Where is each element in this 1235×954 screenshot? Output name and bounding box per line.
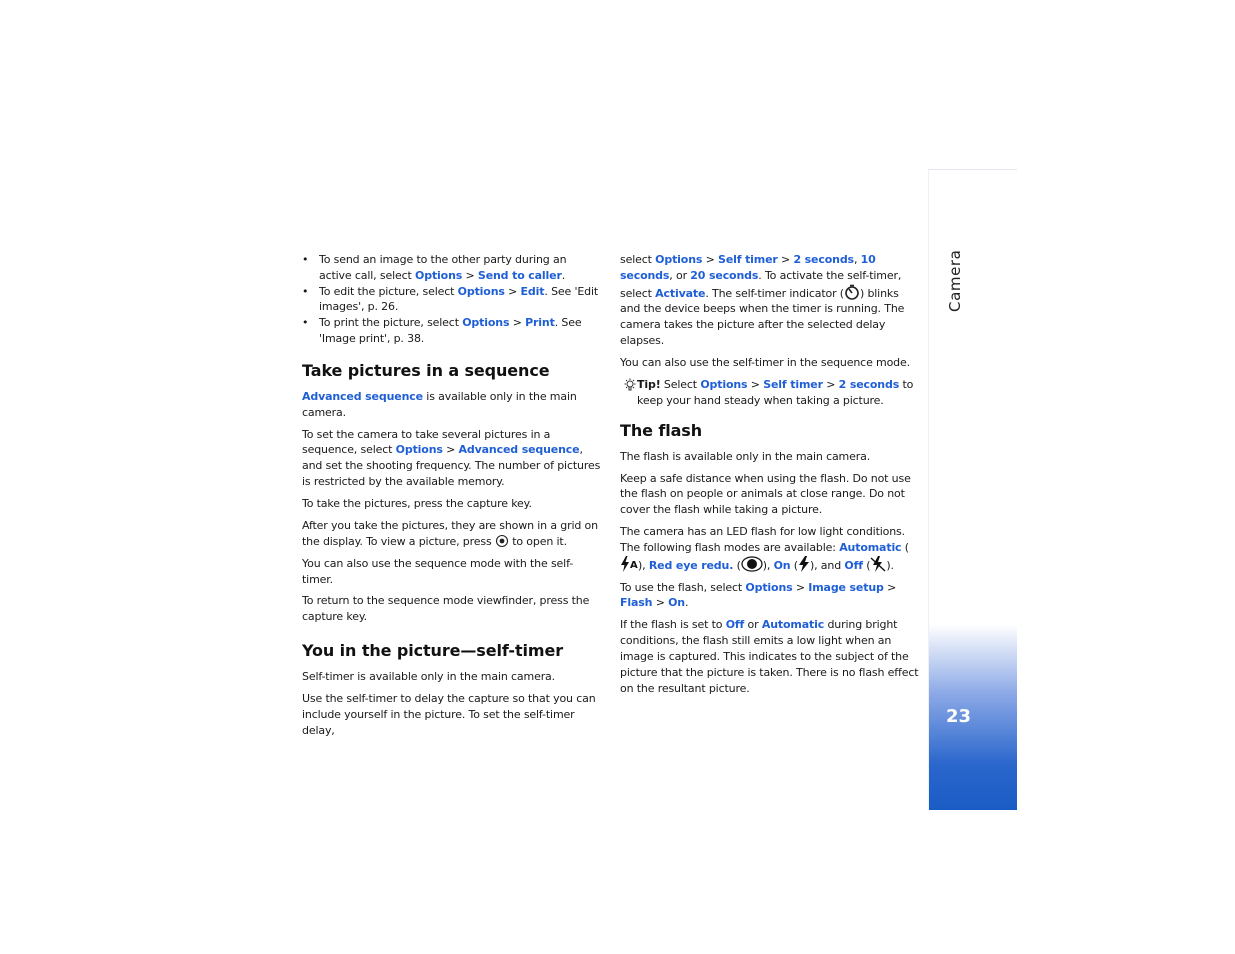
self-timer-icon — [844, 284, 860, 300]
flash-on-icon — [798, 556, 810, 572]
chapter-sidebar — [928, 169, 1017, 810]
menu-options: Options — [457, 284, 505, 298]
paragraph-advanced-sequence: Advanced sequence is available only in the main camera. — [302, 389, 577, 419]
paragraph-view-picture: After you take the pictures, they are shown in a grid on the display. To view a picture, press to open it. — [302, 518, 598, 548]
red-eye-icon — [741, 556, 763, 572]
menu-print: Print — [525, 316, 555, 330]
menu-options: Options — [462, 316, 510, 330]
bullet-edit-picture: • To edit the picture, select Options > Edit. See 'Edit images', p. 26. — [302, 284, 602, 316]
menu-options: Options — [415, 268, 463, 282]
paragraph-flash-modes: The camera has an LED flash for low light conditions. The following flash modes are available: Automatic ( A ), Red eye redu. ( ), On ( ), and Off ( ). — [620, 525, 909, 572]
heading-the-flash: The flash — [620, 420, 702, 440]
menu-send-to-caller: Send to caller — [477, 268, 562, 282]
heading-self-timer: You in the picture—self-timer — [302, 641, 564, 661]
paragraph-self-timer-sequence: You can also use the self-timer in the sequence mode. — [620, 355, 910, 369]
right-column — [620, 252, 919, 703]
paragraph-select-self-timer: select Options > Self timer > 2 seconds, 10 seconds, or 20 seconds. To activate the self-timer, select Activate. The self-timer indicator ( ) blinks and the device beeps when the timer is running. The camera takes the picture after the selected delay elapses. — [620, 253, 905, 347]
tip-self-timer: Tip! Select Options > Self timer > 2 seconds to keep your hand steady when taking a picture. — [620, 377, 919, 409]
page-number: 23 — [946, 706, 972, 727]
bullet-list — [302, 252, 602, 347]
paragraph-sequence-self-timer: You can also use the sequence mode with the self-timer. — [302, 556, 574, 586]
chapter-label: Camera — [946, 249, 964, 312]
paragraph-flash-safety: Keep a safe distance when using the flash. Do not use the flash on people or animals at close range. Do not cover the flash while taking a picture. — [620, 471, 911, 517]
bullet-print-picture: • To print the picture, select Options > Print. See 'Image print', p. 38. — [302, 315, 602, 347]
flash-automatic-icon — [620, 556, 638, 572]
paragraph-self-timer-availability: Self-timer is available only in the main camera. — [302, 670, 555, 684]
svg-text:A: A — [630, 559, 638, 571]
paragraph-use-flash: To use the flash, select Options > Image setup > Flash > On. — [620, 580, 897, 610]
paragraph-flash-bright-conditions: If the flash is set to Off or Automatic during bright conditions, the flash still emits a low light when an image is captured. This indicates to the subject of the picture that the picture is taken. There is no flash effect on the resultant picture. — [620, 618, 919, 695]
paragraph-flash-availability: The flash is available only in the main camera. — [620, 449, 871, 463]
left-column — [302, 252, 602, 745]
paragraph-set-sequence: To set the camera to take several pictures in a sequence, select Options > Advanced sequence, and set the shooting frequency. The number of pictures is restricted by the available memory. — [302, 427, 601, 488]
joystick-press-icon — [495, 534, 509, 548]
paragraph-take-pictures: To take the pictures, press the capture key. — [302, 496, 532, 510]
flash-off-icon — [870, 556, 886, 572]
paragraph-self-timer-delay: Use the self-timer to delay the capture so that you can include yourself in the picture. To set the self-timer delay, — [302, 692, 596, 737]
bullet-send-image: • To send an image to the other party during an active call, select Options > Send to caller. — [302, 252, 602, 284]
tip-lightbulb-icon — [621, 378, 637, 392]
paragraph-return-viewfinder: To return to the sequence mode viewfinder, press the capture key. — [302, 594, 590, 624]
heading-take-pictures-sequence: Take pictures in a sequence — [302, 360, 550, 380]
menu-edit: Edit — [520, 284, 545, 298]
